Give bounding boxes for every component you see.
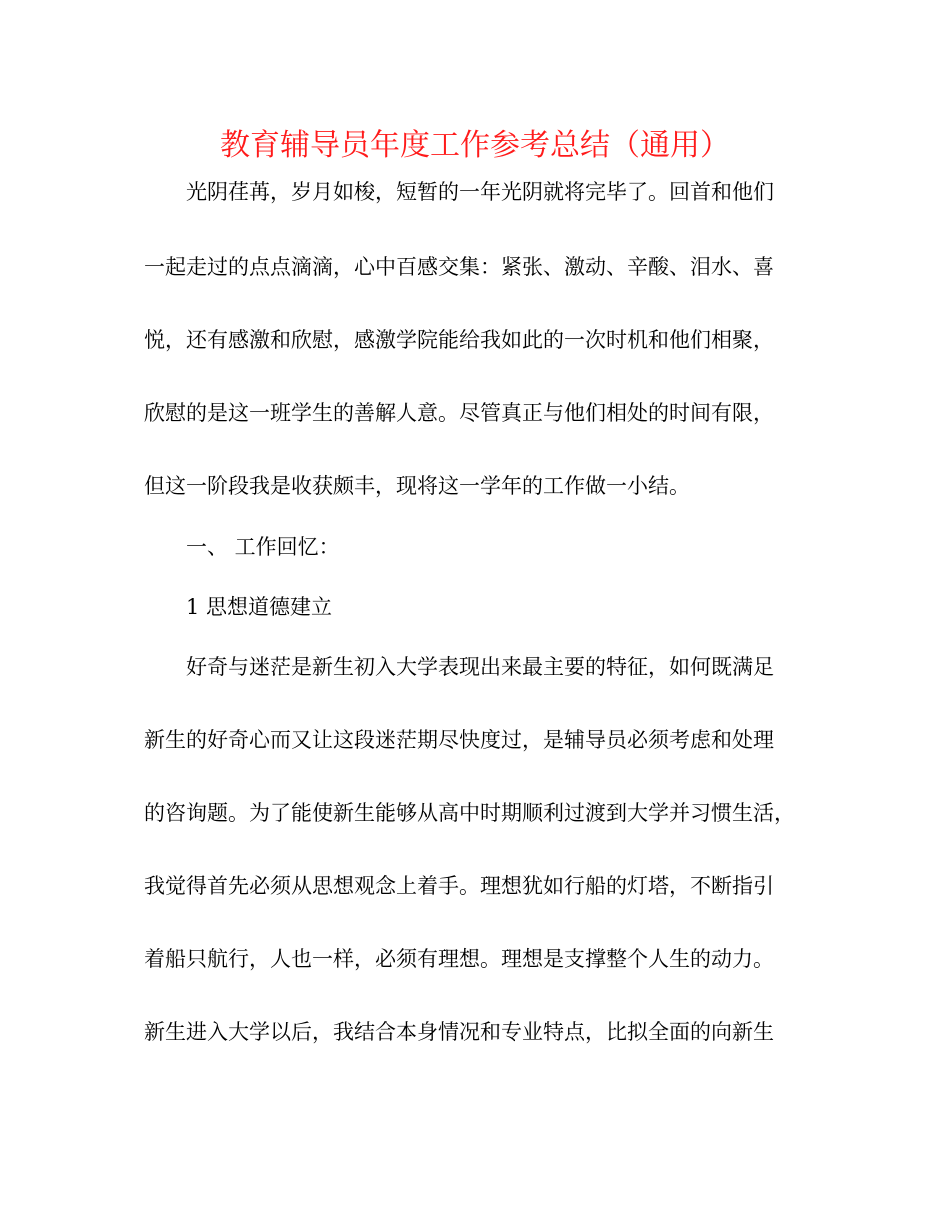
line-text: 但这一阶段我是收获颇丰，现将这一学年的工作做一小结。 xyxy=(144,474,690,498)
line-text: 着船只航行，人也一样，必须有理想。理想是支撑整个人生的动力。 xyxy=(144,947,774,971)
line-text: 一起走过的点点滴滴，心中百感交集：紧张、激动、辛酸、泪水、喜 xyxy=(144,255,774,279)
line-text: 一、 工作回忆： xyxy=(186,535,340,559)
line-text: 新生进入大学以后，我结合本身情况和专业特点，比拟全面的向新生 xyxy=(144,1020,774,1044)
line-text: 的咨询题。为了能使新生能够从高中时期顺利过渡到大学并习惯生活， xyxy=(144,801,795,825)
line-text: 悦，还有感激和欣慰，感激学院能给我如此的一次时机和他们相聚， xyxy=(144,328,774,352)
line-text: 欣慰的是这一班学生的善解人意。尽管真正与他们相处的时间有限， xyxy=(144,401,774,425)
line-text: 新生的好奇心而又让这段迷茫期尽快度过，是辅导员必须考虑和处理 xyxy=(144,728,774,752)
line-text: 光阴荏苒，岁月如梭，短暂的一年光阴就将完毕了。回首和他们 xyxy=(186,180,774,204)
line-text: 1 思想道德建立 xyxy=(186,595,333,619)
line-text: 好奇与迷茫是新生初入大学表现出来最主要的特征，如何既满足 xyxy=(186,655,774,679)
line-text: 我觉得首先必须从思想观念上着手。理想犹如行船的灯塔，不断指引 xyxy=(144,874,774,898)
document-title: 教育辅导员年度工作参考总结（通用） xyxy=(220,128,730,163)
